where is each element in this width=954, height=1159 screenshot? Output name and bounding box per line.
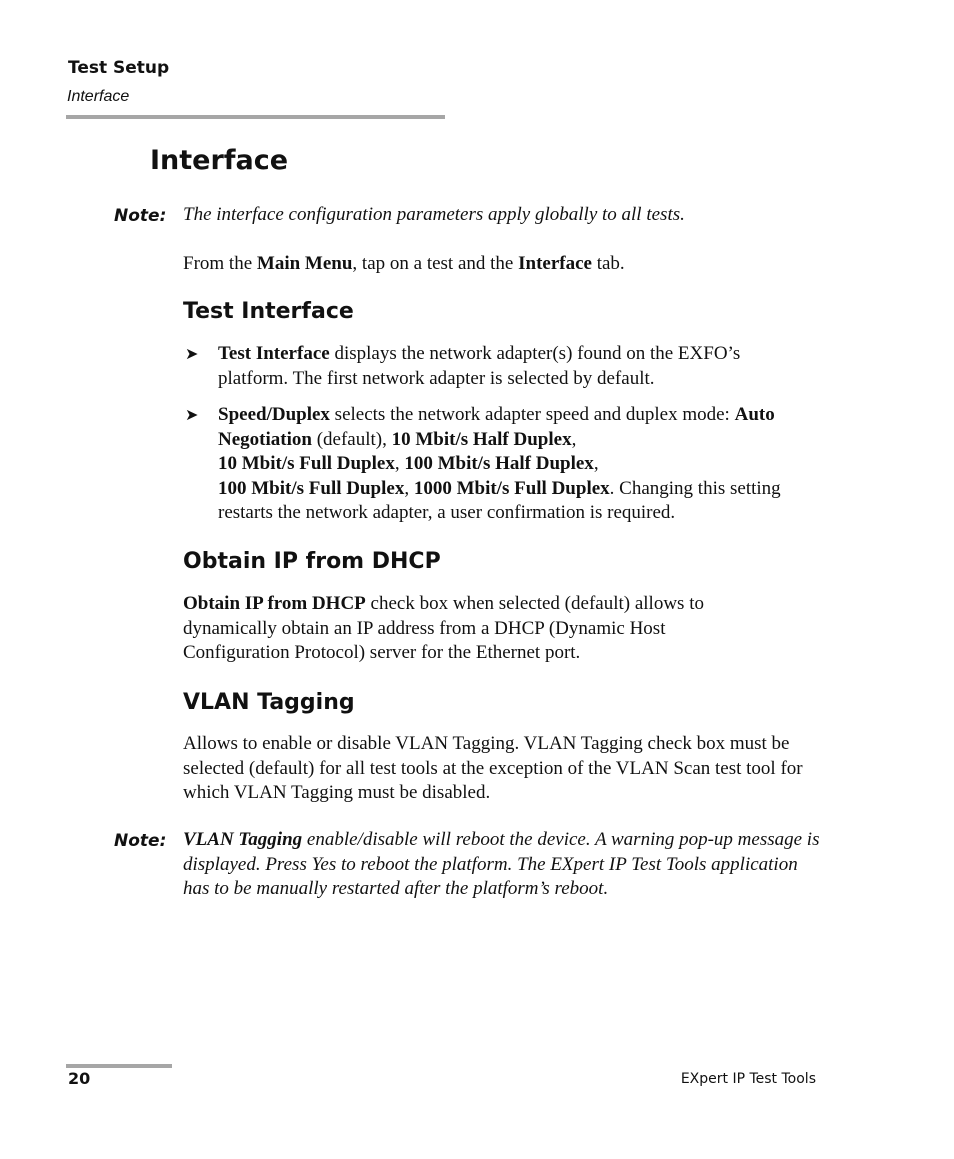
note-label: Note: xyxy=(114,206,167,226)
page-title: Interface xyxy=(150,145,289,176)
section-heading-dhcp: Obtain IP from DHCP xyxy=(183,549,441,574)
section-heading-vlan: VLAN Tagging xyxy=(183,690,355,715)
note-text: VLAN Tagging enable/disable will reboot the device. A warning pop-up message is displayed. Press Yes to reboot the platform. The EXpert IP Test Tools application has to be manually restarted after the platform’s reboot. xyxy=(183,829,820,899)
dhcp-paragraph: Obtain IP from DHCP check box when selected (default) allows to dynamically obtain an IP address from a DHCP (Dynamic Host Configuration Protocol) server for the Ethernet port. xyxy=(183,593,704,663)
page-number: 20 xyxy=(68,1069,91,1088)
note-text: The interface configuration parameters apply globally to all tests. xyxy=(183,204,685,225)
bullet-arrow-icon: ➤ xyxy=(185,346,199,363)
footer-rule xyxy=(66,1064,172,1068)
running-header-subsection: Interface xyxy=(67,88,130,105)
vlan-paragraph: Allows to enable or disable VLAN Tagging. VLAN Tagging check box must be selected (default) for all test tools at the exception of the VLAN Scan test tool for which VLAN Tagging must be disabled. xyxy=(183,733,803,803)
bullet-arrow-icon: ➤ xyxy=(185,407,199,424)
note-label: Note: xyxy=(114,831,167,851)
list-item-speed-duplex: Speed/Duplex selects the network adapter speed and duplex mode: Auto Negotiation (default), 10 Mbit/s Half Duplex, 10 Mbit/s Full Duplex, 100 Mbit/s Half Duplex, 100 Mbit/s Full Duplex, 1000 Mbit/s Full Duplex. Changing this setting restarts the network adapter, a user confirmation is required. xyxy=(218,404,781,523)
running-header-section: Test Setup xyxy=(68,58,170,78)
intro-paragraph: From the Main Menu, tap on a test and the Interface tab. xyxy=(183,253,625,274)
section-heading-test-interface: Test Interface xyxy=(183,299,354,324)
header-rule xyxy=(66,115,445,119)
footer-product-name: EXpert IP Test Tools xyxy=(680,1071,816,1087)
list-item-test-interface: Test Interface displays the network adapter(s) found on the EXFO’s platform. The first network adapter is selected by default. xyxy=(218,343,741,389)
